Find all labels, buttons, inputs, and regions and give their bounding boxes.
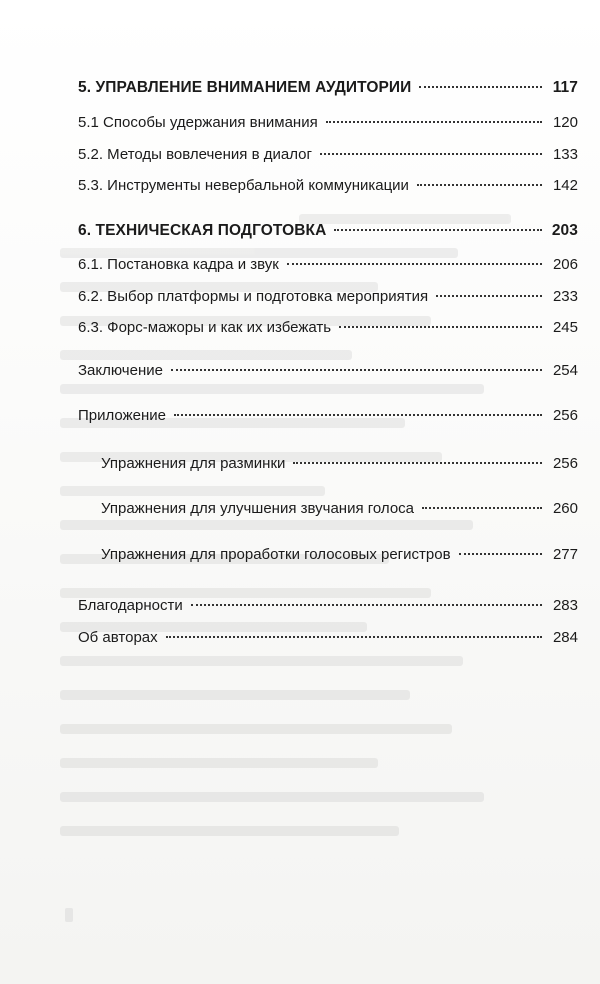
dot-leader <box>166 636 542 638</box>
toc-entry-page: 256 <box>552 407 578 424</box>
toc-entry-title: 5.1 Способы удержания внимания <box>78 114 318 131</box>
toc-entry-title: Об авторах <box>78 629 158 646</box>
toc-entry-page: 256 <box>552 455 578 472</box>
toc-entry-warmup-exercises <box>101 454 578 474</box>
dot-leader <box>293 462 542 464</box>
dot-leader <box>436 295 542 297</box>
toc-entry-register-exercises <box>101 545 578 565</box>
toc-entry-page: 245 <box>552 319 578 336</box>
toc-entry-page: 254 <box>552 362 578 379</box>
toc-entry-chapter-6 <box>78 221 578 241</box>
toc-entry-voice-exercises <box>101 499 578 519</box>
dot-leader <box>326 121 542 123</box>
toc-entry-6-3 <box>78 318 578 338</box>
toc-entry-about-authors <box>78 628 578 648</box>
dot-leader <box>191 604 542 606</box>
toc-entry-page: 277 <box>552 546 578 563</box>
toc-entry-page: 117 <box>552 79 578 96</box>
toc-entry-page: 142 <box>552 177 578 194</box>
dot-leader <box>459 553 542 555</box>
toc-entry-acknowledgements <box>78 596 578 616</box>
toc-entry-page: 133 <box>552 146 578 163</box>
toc-entry-title: Упражнения для проработки голосовых регистров <box>101 546 451 563</box>
toc-entry-title: 6.3. Форс-мажоры и как их избежать <box>78 319 332 336</box>
dot-leader <box>174 414 542 416</box>
ghost-folio-mark <box>65 908 73 922</box>
toc-entry-title: Приложение <box>78 407 166 424</box>
dot-leader <box>171 369 542 371</box>
dot-leader <box>417 184 542 186</box>
toc-entry-title: 5.2. Методы вовлечения в диалог <box>78 146 312 163</box>
toc-entry-title: Заключение <box>78 362 163 379</box>
dot-leader <box>320 153 542 155</box>
toc-entry-page: 233 <box>552 288 578 305</box>
toc-entry-6-1 <box>78 255 578 275</box>
toc-entry-title: 6.1. Постановка кадра и звук <box>78 256 279 273</box>
toc-entry-page: 206 <box>552 256 578 273</box>
toc-entry-5-1 <box>78 113 578 133</box>
dot-leader <box>339 326 542 328</box>
dot-leader <box>287 263 542 265</box>
toc-entry-appendix <box>78 406 578 426</box>
toc-entry-5-3 <box>78 176 578 196</box>
toc-entry-page: 284 <box>552 629 578 646</box>
dot-leader <box>334 229 542 231</box>
toc-entry-title: 5. УПРАВЛЕНИЕ ВНИМАНИЕМ АУДИТОРИИ <box>78 79 412 96</box>
dot-leader <box>422 507 542 509</box>
toc-entry-title: Упражнения для улучшения звучания голоса <box>101 500 415 517</box>
toc-entry-title: 6. ТЕХНИЧЕСКАЯ ПОДГОТОВКА <box>78 222 327 239</box>
dot-leader <box>419 86 542 88</box>
toc-entry-chapter-5 <box>78 78 578 98</box>
toc-entry-page: 120 <box>552 114 578 131</box>
toc-entry-title: Упражнения для разминки <box>101 455 286 472</box>
toc-entry-page: 260 <box>552 500 578 517</box>
toc-entry-title: 5.3. Инструменты невербальной коммуникации <box>78 177 409 194</box>
toc-entry-conclusion <box>78 361 578 381</box>
toc-entry-page: 283 <box>552 597 578 614</box>
toc-entry-title: 6.2. Выбор платформы и подготовка мероприятия <box>78 288 429 305</box>
toc-entry-5-2 <box>78 145 578 165</box>
toc-entry-page: 203 <box>551 222 578 239</box>
toc-entry-6-2 <box>78 287 578 307</box>
toc-entry-title: Благодарности <box>78 597 183 614</box>
